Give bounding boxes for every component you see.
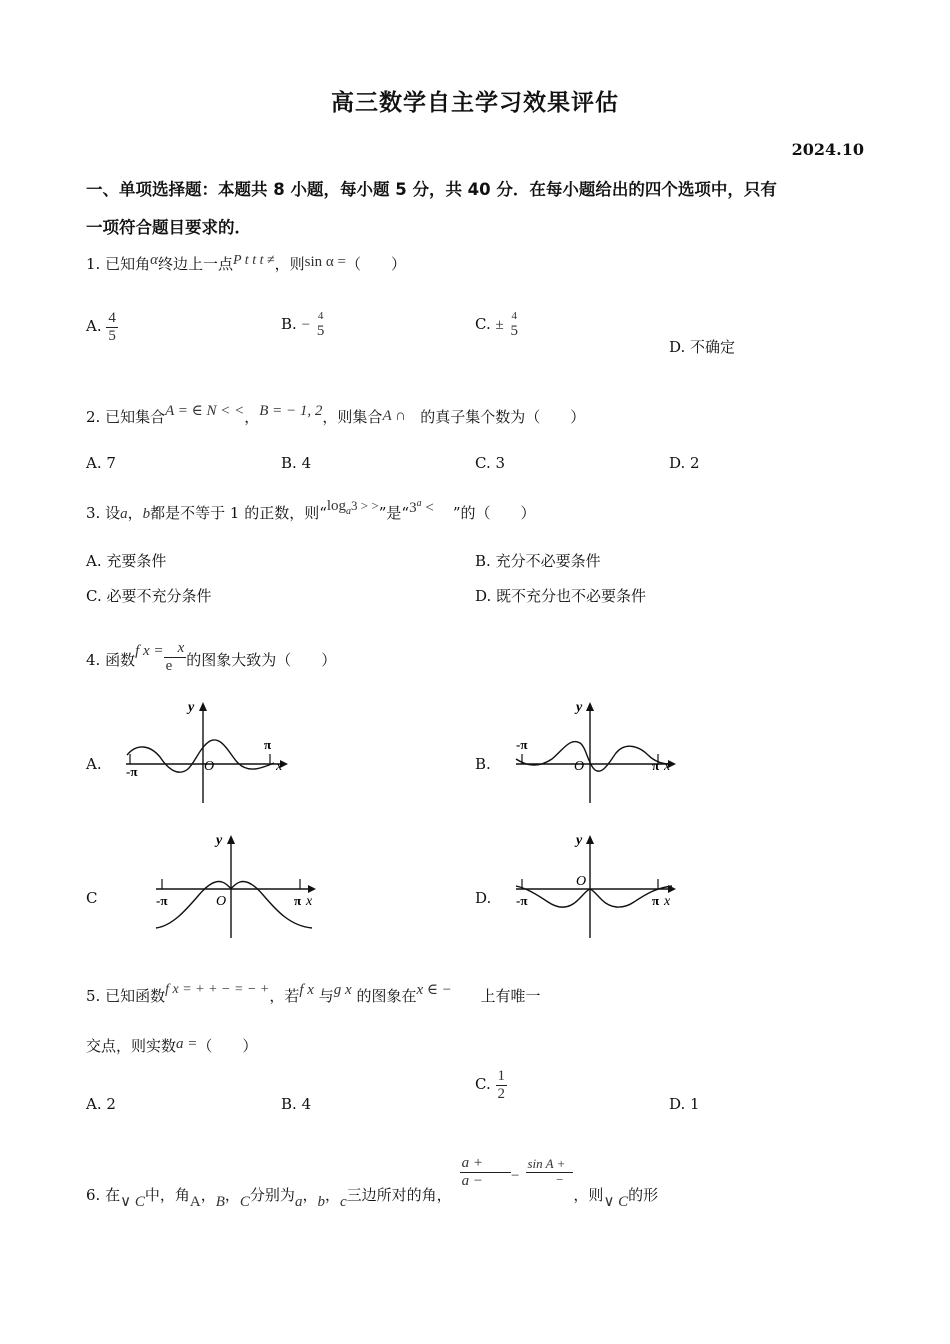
q4-text-2: 的图象大致为（ ） bbox=[186, 651, 337, 669]
q6-angle-a: A bbox=[189, 1194, 201, 1210]
q3-b-text: 充分不必要条件 bbox=[495, 552, 601, 570]
label-x: x bbox=[276, 759, 283, 774]
q4-graph-a bbox=[122, 697, 292, 807]
q5-number: 5. bbox=[86, 987, 101, 1005]
q2-sep: ， bbox=[244, 408, 260, 426]
q2-d-label: D. bbox=[669, 454, 686, 472]
q1-option-a[interactable] bbox=[86, 310, 118, 344]
q5-text-2: ，若 bbox=[269, 987, 300, 1005]
label-neg-pi: -π bbox=[516, 893, 528, 908]
q3-log-rest: 3 > > bbox=[351, 498, 379, 513]
q2-a-label: A. bbox=[86, 454, 102, 472]
q6-comma-1: ， bbox=[200, 1186, 216, 1204]
q6-text-3: 分别为 bbox=[249, 1186, 295, 1204]
q4-num: x bbox=[164, 640, 187, 658]
label-x: x bbox=[664, 894, 671, 909]
q5-option-c[interactable] bbox=[475, 1068, 507, 1102]
q5-line2-paren: （ ） bbox=[197, 1037, 258, 1055]
q5-b-label: B. bbox=[281, 1095, 297, 1113]
label-y: y bbox=[576, 700, 583, 715]
q2-b-text: 4 bbox=[301, 454, 312, 472]
q5-expr-1: f x = + + − = − + bbox=[165, 982, 270, 997]
q1-b-sign: − bbox=[301, 316, 311, 333]
q1-option-a-fraction bbox=[106, 310, 118, 344]
q6-text-4: 三边所对的角， bbox=[346, 1186, 452, 1204]
q6-side-c: c bbox=[339, 1194, 347, 1210]
q3-var-b: b bbox=[142, 506, 151, 522]
q1-text-3: ，则 bbox=[274, 255, 305, 273]
q3-log: log bbox=[326, 498, 347, 514]
curve bbox=[127, 740, 274, 772]
q1-option-c-label: C. bbox=[475, 314, 491, 333]
q2-option-a[interactable] bbox=[86, 454, 116, 472]
y-axis-arrow-icon bbox=[227, 835, 235, 844]
y-axis-arrow-icon bbox=[199, 702, 207, 711]
q2-c-text: 3 bbox=[495, 454, 506, 472]
q6-angle-b: B bbox=[215, 1194, 225, 1210]
q5-d-label: D. bbox=[669, 1095, 686, 1113]
q1-text-2: 终边上一点 bbox=[157, 255, 233, 273]
q3-log-base: a bbox=[346, 506, 352, 517]
q1-expr: sin α = bbox=[304, 254, 346, 270]
q5-b-text: 4 bbox=[301, 1095, 312, 1113]
q4-graph-d bbox=[512, 830, 682, 942]
label-y: y bbox=[216, 833, 223, 848]
q5-c-den: 2 bbox=[497, 1085, 505, 1102]
q6-fraction-2 bbox=[526, 1157, 574, 1187]
q4-fraction bbox=[164, 640, 187, 674]
q4-option-a-label[interactable]: A. bbox=[86, 755, 102, 773]
q6-comma-2: ， bbox=[224, 1186, 240, 1204]
section-heading-line1: 一、单项选择题：本题共 8 小题，每小题 5 分，共 40 分．在每小题给出的四个选项中，只有 bbox=[86, 180, 777, 199]
q3-a-text: 充要条件 bbox=[106, 552, 167, 570]
q1-alpha: α bbox=[150, 252, 158, 268]
q5-expr-5: a = bbox=[176, 1036, 198, 1052]
q5-c-num: 1 bbox=[497, 1068, 505, 1084]
q2-number: 2. bbox=[86, 408, 101, 426]
q3-expr-2 bbox=[409, 500, 434, 516]
label-origin: O bbox=[574, 759, 585, 774]
q3-text-4: ”的（ ） bbox=[452, 504, 536, 522]
q1-b-den: 5 bbox=[316, 323, 325, 340]
q1-option-b-fraction bbox=[315, 310, 327, 340]
q3-number: 3. bbox=[86, 504, 101, 522]
exam-date: 2024.10 bbox=[791, 140, 864, 159]
question-2 bbox=[86, 403, 586, 427]
section-heading-line2: 一项符合题目要求的． bbox=[86, 218, 251, 237]
q1-number: 1. bbox=[86, 255, 101, 273]
q3-text-1: 设 bbox=[105, 504, 121, 522]
q6-text-1: 在 bbox=[105, 1186, 121, 1204]
q6-text-5: ，则 bbox=[573, 1186, 604, 1204]
label-y: y bbox=[576, 833, 583, 848]
label-pi: π bbox=[652, 893, 660, 908]
q3-pow-base: 3 bbox=[409, 500, 417, 516]
q2-text-1: 已知集合 bbox=[105, 408, 166, 426]
question-5-line2 bbox=[86, 1035, 257, 1056]
q2-a-text: 7 bbox=[106, 454, 116, 472]
q5-expr-3: g x bbox=[333, 982, 352, 998]
q5-expr-4: x ∈ − bbox=[416, 982, 452, 998]
q1-option-d-text: 不确定 bbox=[690, 338, 736, 356]
label-pi: π bbox=[294, 893, 302, 908]
q2-b-label: B. bbox=[281, 454, 297, 472]
q1-text-1: 已知角 bbox=[105, 255, 151, 273]
x-axis-arrow-icon bbox=[308, 885, 316, 893]
q1-a-den: 5 bbox=[108, 327, 116, 344]
q3-option-a[interactable] bbox=[86, 550, 166, 571]
q1-option-c[interactable] bbox=[475, 310, 520, 340]
q4-option-b-label[interactable]: B. bbox=[475, 755, 491, 773]
label-x: x bbox=[306, 894, 313, 909]
q3-comma: ， bbox=[127, 504, 143, 522]
q2-d-text: 2 bbox=[690, 454, 700, 472]
label-origin: O bbox=[204, 759, 215, 774]
q3-c-label: C. bbox=[86, 587, 102, 605]
q1-b-num: 4 bbox=[317, 310, 324, 322]
y-axis-arrow-icon bbox=[586, 835, 594, 844]
q1-option-a-label: A. bbox=[86, 317, 102, 335]
q6-comma-3: ， bbox=[302, 1186, 318, 1204]
q4-graph-c bbox=[152, 830, 322, 942]
q5-expr-2: f x bbox=[299, 982, 314, 998]
q2-option-b[interactable] bbox=[281, 454, 311, 472]
q5-c-label: C. bbox=[475, 1075, 491, 1093]
q2-text-3: 的真子集个数为（ ） bbox=[420, 408, 586, 426]
q3-var-a: a bbox=[120, 506, 128, 522]
q6-triangle-2: ∨ C bbox=[603, 1194, 629, 1210]
curve bbox=[516, 742, 670, 772]
q5-d-text: 1 bbox=[690, 1095, 700, 1113]
q6-fraction-1 bbox=[460, 1155, 511, 1189]
q3-a-label: A. bbox=[86, 552, 102, 570]
q2-option-c[interactable] bbox=[475, 454, 505, 472]
q3-d-label: D. bbox=[475, 587, 492, 605]
label-x: x bbox=[664, 759, 671, 774]
q3-pow-rest: < bbox=[421, 500, 434, 516]
question-5 bbox=[86, 982, 541, 1006]
q6-frac1-den: a − bbox=[461, 1172, 484, 1189]
q5-text-4: 的图象在 bbox=[356, 987, 417, 1005]
q3-text-2: 都是不等于 1 的正数，则“ bbox=[150, 504, 327, 522]
label-y: y bbox=[188, 700, 195, 715]
q6-frac2-den: − bbox=[555, 1171, 564, 1187]
q1-point: P t t t ≠ bbox=[233, 253, 275, 268]
q3-text-3: ”是“ bbox=[378, 504, 410, 522]
q1-c-den: 5 bbox=[510, 323, 519, 340]
q1-c-num: 4 bbox=[511, 310, 518, 322]
label-pi: π bbox=[264, 737, 272, 752]
q2-expr: A ∩ bbox=[382, 408, 406, 424]
q5-text-1: 已知函数 bbox=[105, 987, 166, 1005]
q5-a-label: A. bbox=[86, 1095, 102, 1113]
page-title: 高三数学自主学习效果评估 bbox=[331, 90, 619, 116]
q2-c-label: C. bbox=[475, 454, 491, 472]
q4-number: 4. bbox=[86, 651, 101, 669]
question-3 bbox=[86, 498, 536, 525]
question-6: 6. 在∨ C中，角A，B，C分别为a，b，c三边所对的角， $\frac{a +}{a -}$ − $\frac{\text{sin A +}}{-}$ ，则∨ C的形 bbox=[86, 1155, 659, 1210]
q6-triangle: ∨ C bbox=[120, 1194, 145, 1210]
q2-option-d[interactable] bbox=[669, 454, 700, 472]
q3-b-label: B. bbox=[475, 552, 491, 570]
q6-text-2: 中，角 bbox=[144, 1186, 190, 1204]
q3-option-d[interactable] bbox=[475, 585, 646, 606]
q5-c-fraction bbox=[496, 1068, 508, 1102]
q4-den: e bbox=[165, 657, 173, 674]
q1-option-b-label: B. bbox=[281, 314, 297, 333]
q1-option-b[interactable] bbox=[281, 310, 326, 340]
q3-option-c[interactable] bbox=[86, 585, 212, 606]
q1-text-4: （ ） bbox=[346, 255, 407, 273]
q5-option-b[interactable] bbox=[281, 1095, 311, 1113]
q1-option-d-label: D. bbox=[669, 338, 686, 356]
q5-option-a[interactable] bbox=[86, 1095, 116, 1113]
q4-text-1: 函数 bbox=[105, 651, 136, 669]
q2-text-2: ，则集合 bbox=[322, 408, 383, 426]
q2-set-b: B = − 1, 2 bbox=[259, 403, 323, 419]
q1-c-sign: ± bbox=[495, 316, 504, 333]
q5-text-5: 上有唯一 bbox=[480, 987, 541, 1005]
q5-a-text: 2 bbox=[106, 1095, 116, 1113]
q1-option-d[interactable] bbox=[669, 336, 735, 357]
label-neg-pi: -π bbox=[156, 893, 168, 908]
label-neg-pi: -π bbox=[516, 737, 528, 752]
q6-comma-4: ， bbox=[324, 1186, 340, 1204]
label-origin: O bbox=[576, 874, 587, 889]
y-axis-arrow-icon bbox=[586, 702, 594, 711]
q6-frac1-num: a + bbox=[460, 1155, 511, 1173]
q3-option-b[interactable] bbox=[475, 550, 601, 571]
q4-graph-b bbox=[512, 697, 682, 807]
q2-set-a: A = ∈ N < < bbox=[165, 403, 245, 419]
q6-angle-c: C bbox=[239, 1194, 250, 1210]
label-pi: π bbox=[652, 758, 660, 773]
q6-side-b: b bbox=[317, 1194, 325, 1210]
q4-expr: f x = bbox=[135, 643, 164, 659]
q5-option-d[interactable] bbox=[669, 1095, 700, 1113]
q6-side-a: a bbox=[294, 1194, 303, 1210]
q1-option-c-fraction bbox=[509, 310, 521, 340]
q5-text-3: 与 bbox=[318, 987, 334, 1005]
q3-expr-1 bbox=[326, 498, 379, 517]
q1-a-num: 4 bbox=[108, 310, 116, 326]
q3-d-text: 既不充分也不必要条件 bbox=[496, 587, 647, 605]
question-1 bbox=[86, 253, 406, 274]
question-4 bbox=[86, 640, 337, 678]
q5-line2-text: 交点，则实数 bbox=[86, 1037, 177, 1055]
q6-frac2-num: sin A + bbox=[526, 1157, 574, 1172]
label-neg-pi: -π bbox=[126, 764, 138, 779]
q3-pow-exp: a bbox=[416, 498, 422, 509]
q6-number: 6. bbox=[86, 1186, 101, 1204]
q4-option-d-label[interactable]: D. bbox=[475, 889, 492, 907]
q3-c-text: 必要不充分条件 bbox=[106, 587, 212, 605]
label-origin: O bbox=[216, 894, 227, 909]
q4-option-c-label[interactable]: C bbox=[86, 889, 98, 907]
q6-text-6: 的形 bbox=[628, 1186, 659, 1204]
